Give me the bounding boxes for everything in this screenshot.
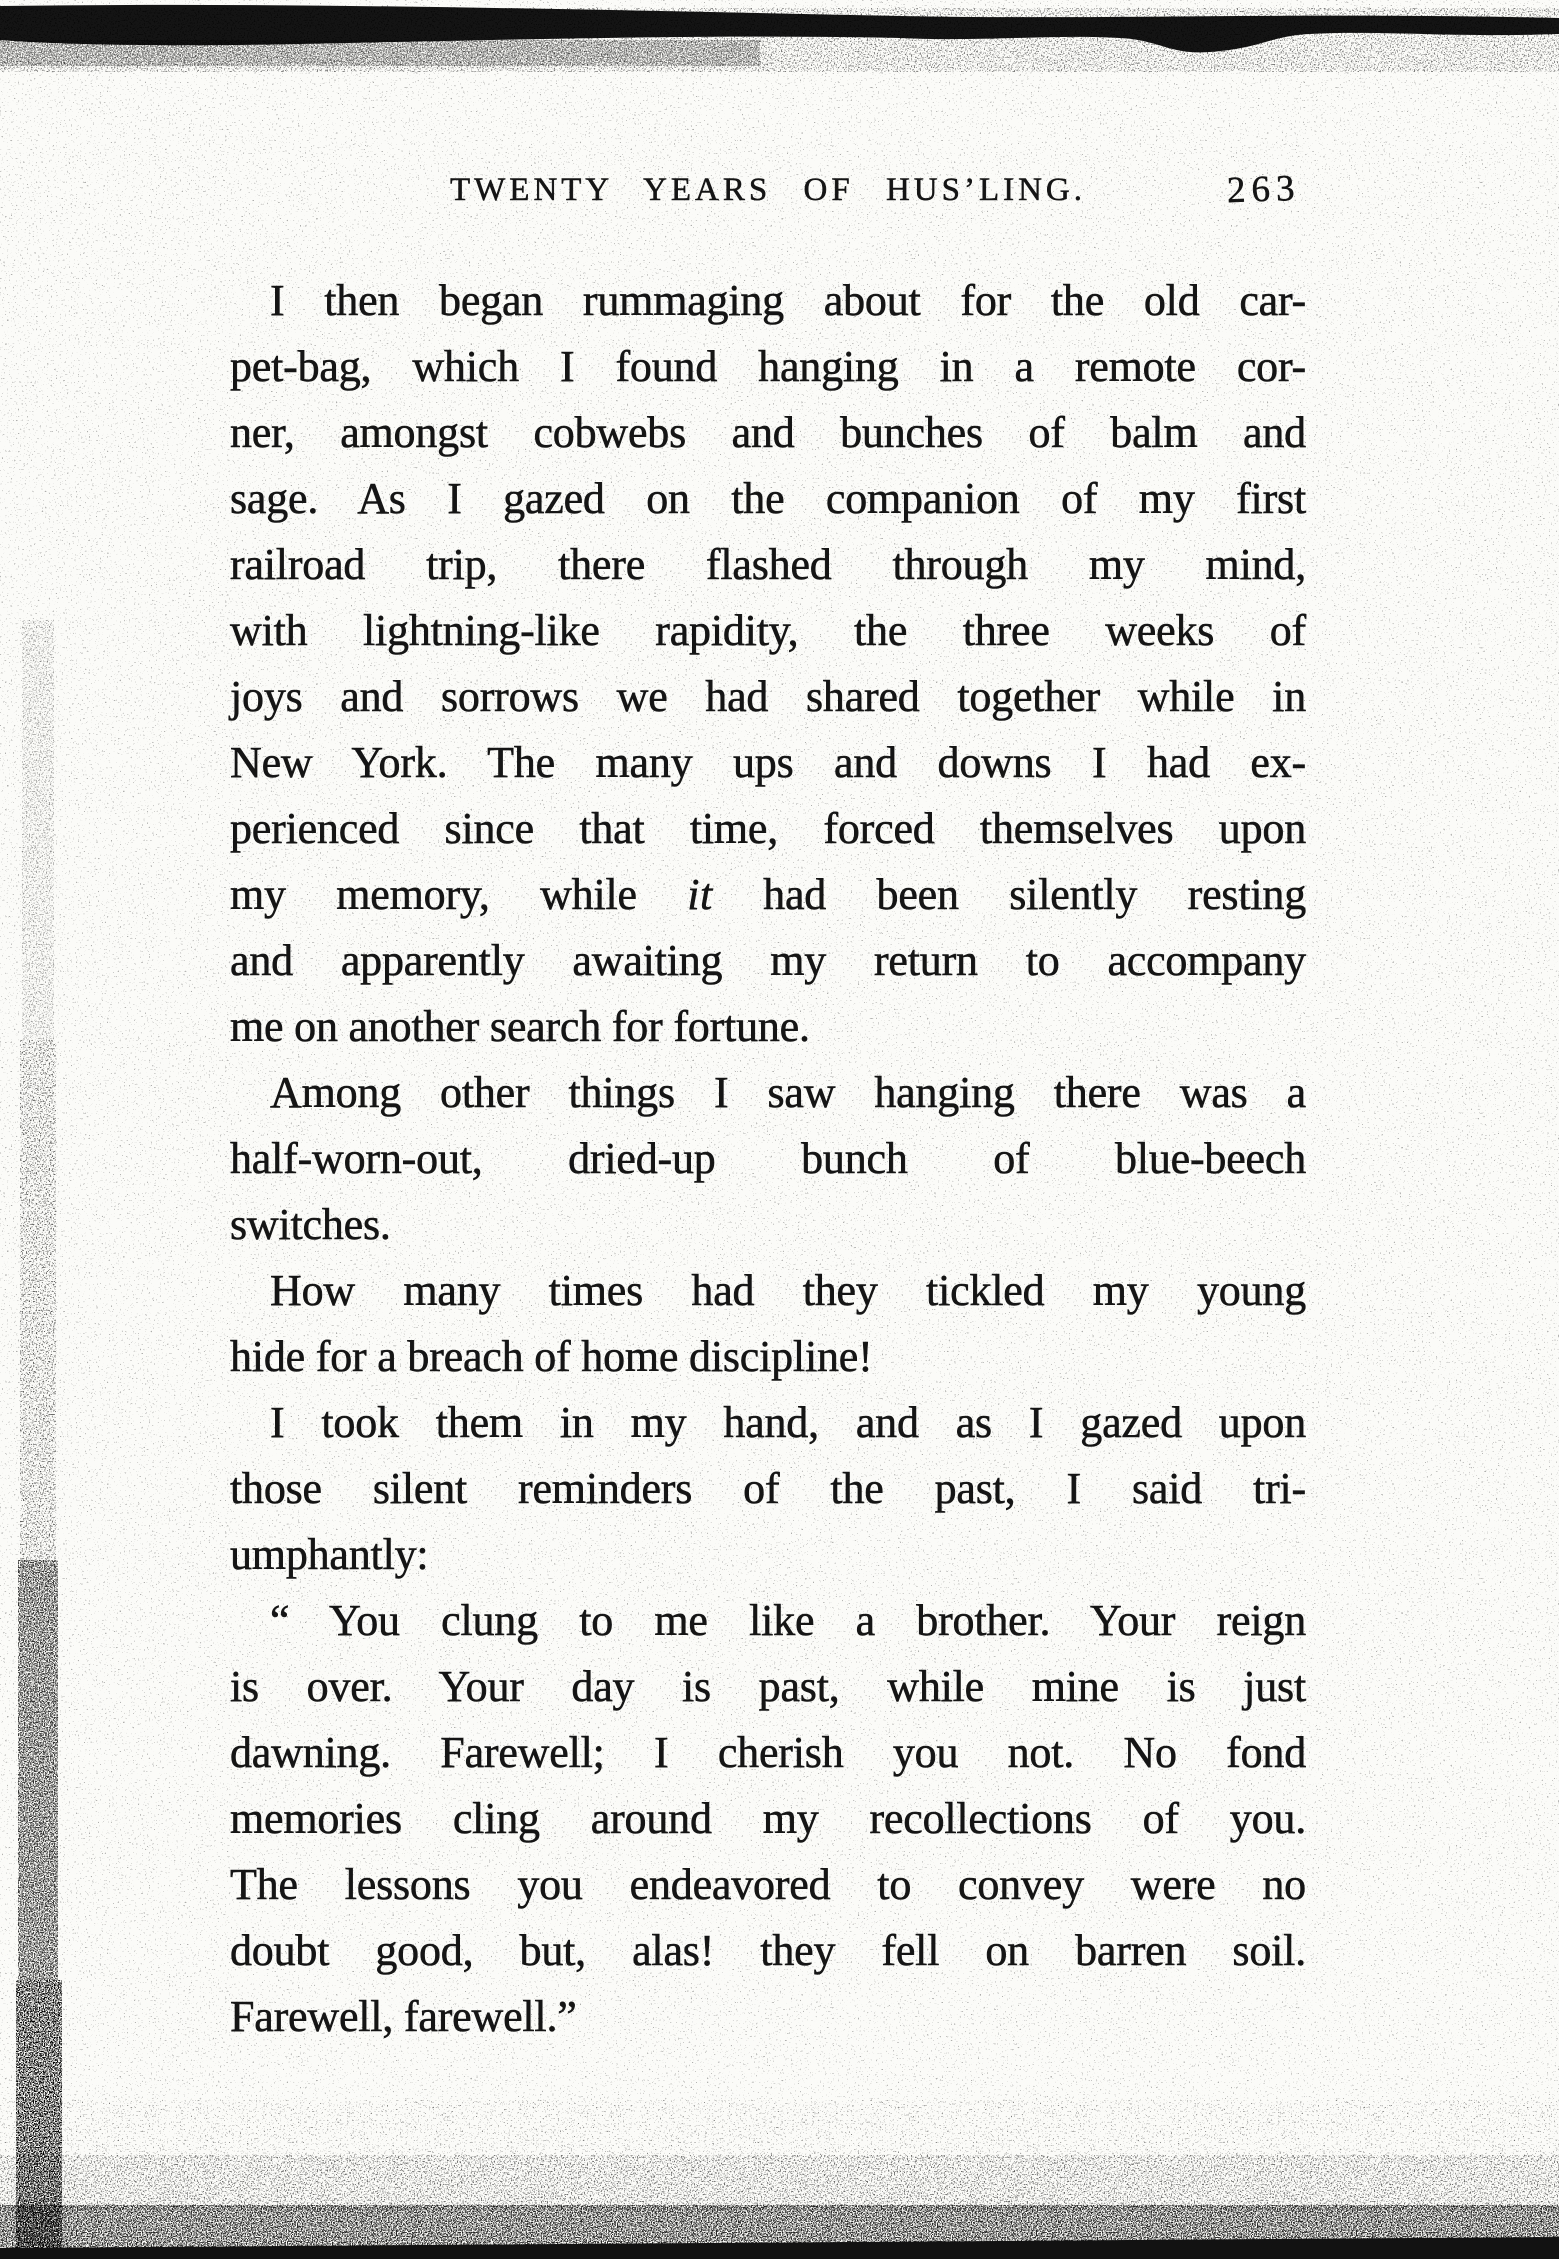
text-line: Among other things I saw hanging there was a <box>270 1068 1306 1117</box>
running-title: TWENTY YEARS OF HUS’LING. <box>449 172 1087 208</box>
text-line: dawning. Farewell; I cherish you not. No fond <box>230 1728 1306 1777</box>
paragraph <box>230 1060 1306 1258</box>
paragraph <box>230 268 1306 1060</box>
text-line: is over. Your day is past, while mine is just <box>230 1662 1306 1711</box>
text-line <box>230 862 1306 928</box>
scan-edge-left <box>12 620 64 2259</box>
page-body <box>230 268 1306 2050</box>
text-line: How many times had they tickled my young <box>270 1266 1306 1315</box>
text-line: doubt good, but, alas! they fell on barren soil. <box>230 1926 1306 1975</box>
text-line: ner, amongst cobwebs and bunches of balm and <box>230 408 1306 457</box>
scan-edge-bottom <box>0 2100 1559 2259</box>
text-line: “ You clung to me like a brother. Your reign <box>270 1596 1306 1645</box>
text-line: umphantly: <box>230 1530 429 1579</box>
text-line: and apparently awaiting my return to accompany <box>230 936 1306 985</box>
text-line: I took them in my hand, and as I gazed upon <box>270 1398 1306 1447</box>
text-line: those silent reminders of the past, I said tri- <box>230 1464 1306 1513</box>
text-line: half-worn-out, dried-up bunch of blue-beech <box>230 1134 1306 1183</box>
text-line: railroad trip, there flashed through my mind, <box>230 540 1306 589</box>
text-line: joys and sorrows we had shared together while in <box>230 672 1306 721</box>
italic-word: it <box>687 870 713 919</box>
text-line: hide for a breach of home discipline! <box>230 1332 873 1381</box>
text-line: sage. As I gazed on the companion of my first <box>230 474 1306 523</box>
text-line: me on another search for fortune. <box>230 1002 810 1051</box>
text-line: switches. <box>230 1200 391 1249</box>
text-segment: my memory, while <box>230 870 688 919</box>
text-line: memories cling around my recollections of you. <box>230 1794 1306 1843</box>
paragraph <box>230 1390 1306 1588</box>
page-number: 263 <box>1225 167 1301 212</box>
text-line: I then began rummaging about for the old car- <box>270 276 1306 325</box>
text-line: New York. The many ups and downs I had ex- <box>230 738 1306 787</box>
text-line: Farewell, farewell.” <box>230 1992 577 2041</box>
paragraph <box>230 1258 1306 1390</box>
text-line: pet-bag, which I found hanging in a remote cor- <box>230 342 1306 391</box>
text-line: The lessons you endeavored to convey were no <box>230 1860 1306 1909</box>
text-line: perienced since that time, forced themselves upon <box>230 804 1306 853</box>
text-line: with lightning-like rapidity, the three weeks of <box>230 606 1306 655</box>
text-segment: had been silently resting <box>712 870 1306 919</box>
paragraph <box>230 1588 1306 2050</box>
page-header <box>230 167 1306 220</box>
scan-edge-top <box>0 0 1559 80</box>
